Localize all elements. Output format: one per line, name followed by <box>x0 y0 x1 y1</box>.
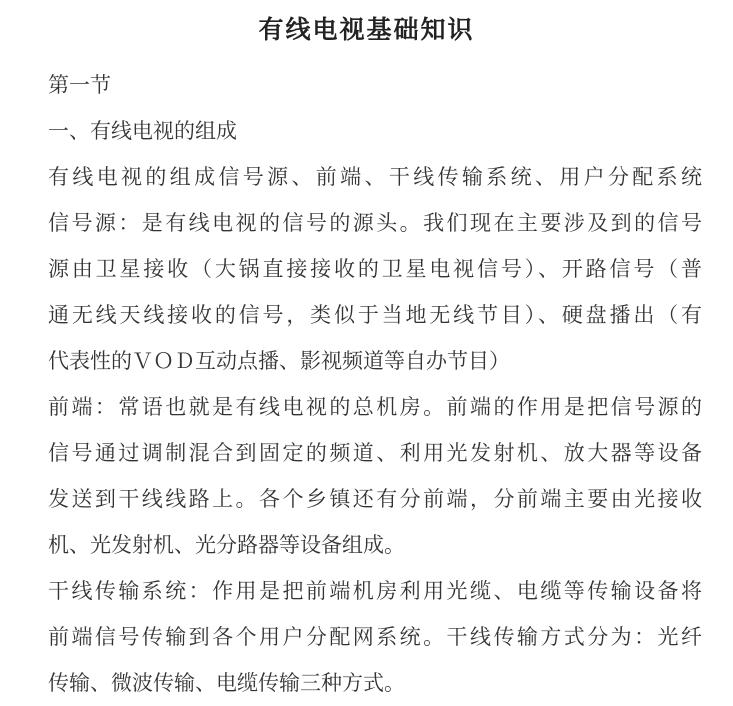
paragraph-line: 信号通过调制混合到固定的频道、利用光发射机、放大器等设备 <box>48 441 702 465</box>
paragraph-line: 发送到干线线路上。各个乡镇还有分前端，分前端主要由光接收 <box>48 487 702 511</box>
paragraph-line: 传输、微波传输、电缆传输三种方式。 <box>48 671 405 695</box>
paragraph-line: 前端：常语也就是有线电视的总机房。前端的作用是把信号源的 <box>48 395 702 419</box>
document-body <box>48 62 702 706</box>
document-title: 有线电视基础知识 <box>258 15 475 44</box>
paragraph-line: 干线传输系统：作用是把前端机房利用光缆、电缆等传输设备将 <box>48 579 702 603</box>
paragraph-line: 源由卫星接收（大锅直接接收的卫星电视信号）、开路信号（普 <box>48 257 702 281</box>
subsection-heading: 一、有线电视的组成 <box>48 119 237 143</box>
paragraph-line: 信号源：是有线电视的信号的源头。我们现在主要涉及到的信号 <box>48 211 702 235</box>
paragraph-line: 通无线天线接收的信号，类似于当地无线节目）、硬盘播出（有 <box>48 303 702 327</box>
paragraph-line: 机、光发射机、光分路器等设备组成。 <box>48 533 405 557</box>
paragraph-line: 代表性的ＶＯＤ互动点播、影视频道等自办节目） <box>48 349 510 373</box>
section-heading: 第一节 <box>48 73 111 97</box>
paragraph-line: 前端信号传输到各个用户分配网系统。干线传输方式分为：光纤 <box>48 625 702 649</box>
paragraph-line: 有线电视的组成信号源、前端、干线传输系统、用户分配系统 <box>48 165 702 189</box>
